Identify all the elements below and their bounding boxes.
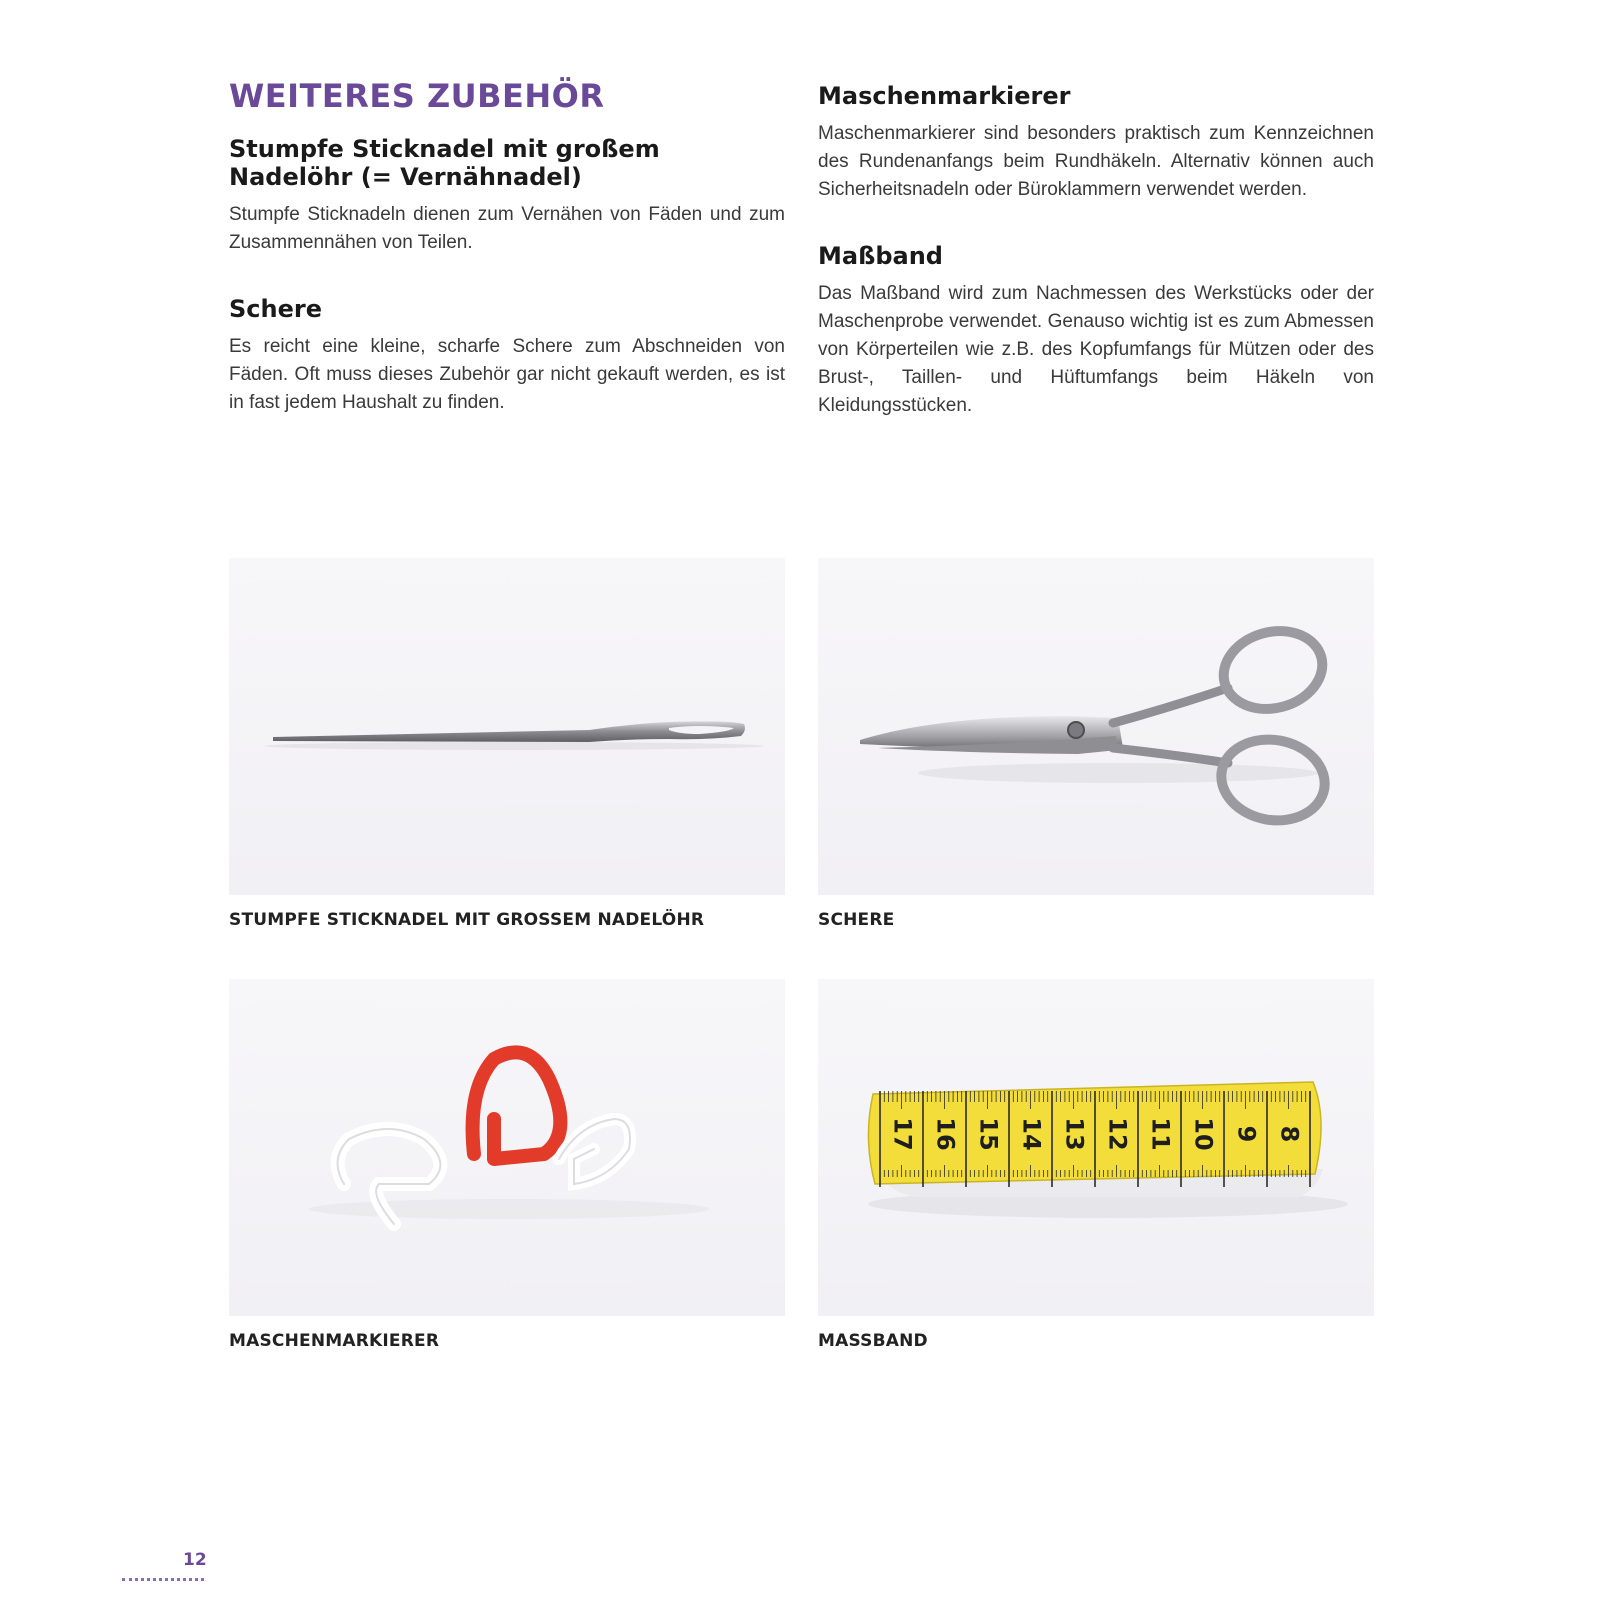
scissors-photo (818, 558, 1374, 895)
scissors-heading: Schere (229, 294, 322, 323)
tape-number: 8 (1275, 1125, 1304, 1143)
page-number-underline (122, 1578, 204, 1581)
page-title: WEITERES ZUBEHÖR (229, 77, 605, 115)
scissors-illustration (818, 558, 1374, 895)
right-column (818, 82, 1374, 420)
tape-number: 9 (1232, 1125, 1261, 1143)
markers-caption: MASCHENMARKIERER (229, 1331, 440, 1351)
needle-heading: Stumpfe Sticknadel mit großem Nadelöhr (= Vernähnadel) (229, 134, 660, 191)
tape-number: 17 (888, 1117, 917, 1151)
tape-number: 15 (974, 1117, 1003, 1151)
needle-illustration (229, 558, 785, 895)
tape-illustration (818, 979, 1374, 1316)
tape-caption: MASSBAND (818, 1331, 928, 1351)
tape-heading: Maßband (818, 242, 943, 270)
tape-photo (818, 979, 1374, 1316)
markers-illustration (229, 979, 785, 1316)
scissors-caption: SCHERE (818, 910, 895, 930)
tape-number: 16 (931, 1117, 960, 1151)
markers-photo (229, 979, 785, 1316)
tape-number: 13 (1060, 1117, 1089, 1151)
tape-number: 14 (1017, 1117, 1046, 1151)
needle-caption: STUMPFE STICKNADEL MIT GROSSEM NADELÖHR (229, 910, 705, 930)
markers-text: Maschenmarkierer sind besonders praktisch zum Kennzeichnen des Rundenanfangs beim Rundhäkeln. Alternativ können auch Sicherheitsnadeln oder Büroklammern verwendet werden. (818, 123, 1374, 200)
needle-text: Stumpfe Sticknadeln dienen zum Vernähen von Fäden und zum Zusammennähen von Teilen. (229, 203, 785, 253)
left-column (229, 78, 785, 417)
tape-number: 11 (1146, 1117, 1175, 1151)
tape-number: 10 (1189, 1117, 1218, 1151)
page-number: 12 (183, 1550, 207, 1570)
needle-photo (229, 558, 785, 895)
tape-text: Das Maßband wird zum Nachmessen des Werkstücks oder der Maschenprobe verwendet. Genauso wichtig ist es zum Abmessen von Körperteilen wie z.B. des Kopfumfangs für Mützen oder des Brust-, Taillen- und Hüftumfangs beim Häkeln von Kleidungsstücken. (818, 283, 1374, 416)
scissors-text: Es reicht eine kleine, scharfe Schere zum Abschneiden von Fäden. Oft muss dieses Zubehör gar nicht gekauft werden, es ist in fast jedem Haushalt zu finden. (229, 335, 785, 413)
markers-heading: Maschenmarkierer (818, 82, 1071, 110)
tape-number: 12 (1103, 1117, 1132, 1151)
